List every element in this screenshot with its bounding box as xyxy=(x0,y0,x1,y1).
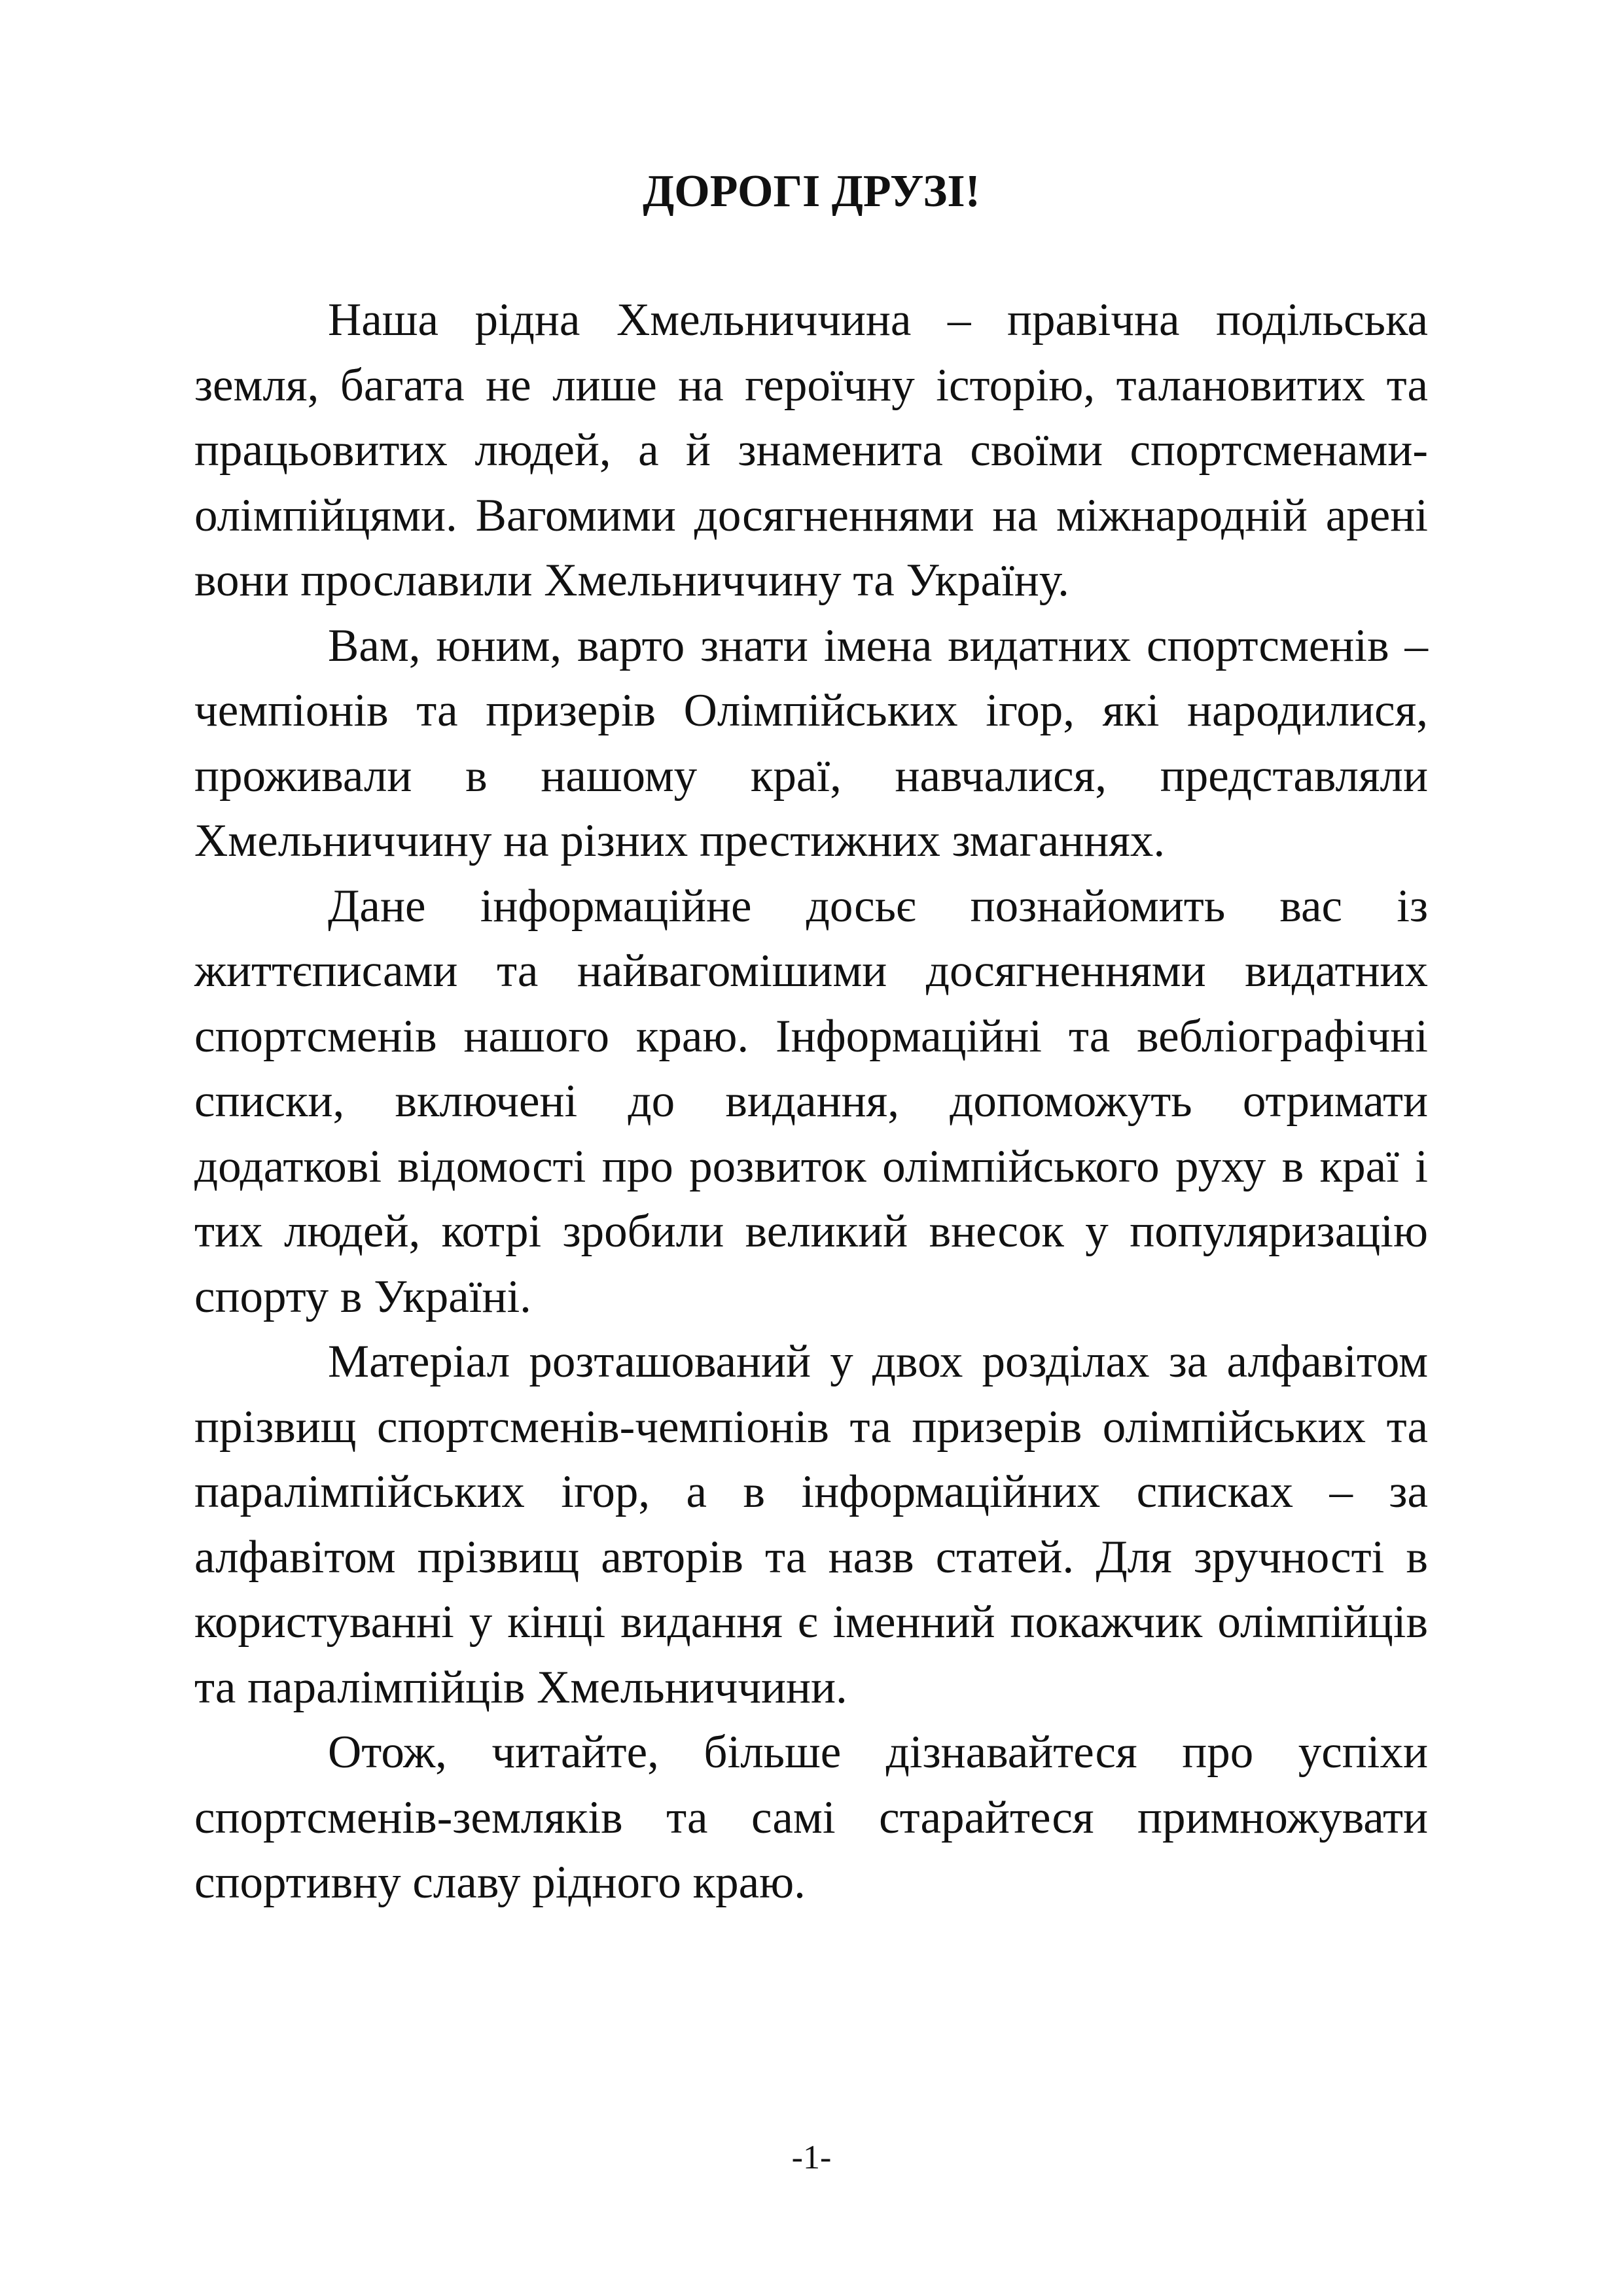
paragraph-dossier: Дане інформаційне досьє познайомить вас із життєписами та найвагомішими досягненнями видатних спортсменів нашого краю. Інформаційні та вебліографічні списки, включені до видання, допоможуть отримати додаткові відомості про розвиток олімпійського руху в краї і тих людей, котрі зробили великий внесок у популяризацію спорту в Україні. xyxy=(194,880,1428,1322)
paragraph-material: Матеріал розташований у двох розділах за алфавітом прізвищ спортсменів-чемпіонів та призерів олімпійських та паралімпійських ігор, а в інформаційних списках – за алфавітом прізвищ авторів та назв статей. Для зручності в користуванні у кінці видання є іменний покажчик олімпійців та паралімпійців Хмельниччини. xyxy=(194,1336,1428,1713)
body-text xyxy=(194,288,1428,1916)
paragraph-closing: Отож, читайте, більше дізнавайтеся про успіхи спортсменів-земляків та самі старайтеся примножувати спортивну славу рідного краю. xyxy=(194,1727,1428,1908)
paragraph-young-readers: Вам, юним, варто знати імена видатних спортсменів – чемпіонів та призерів Олімпійських ігор, які народилися, проживали в нашому краї, навчалися, представляли Хмельниччину на різних престижних змаганнях. xyxy=(194,620,1428,866)
paragraph-intro: Наша рідна Хмельниччина – правічна подільська земля, багата не лише на героїчну історію, талановитих та працьовитих людей, а й знаменита своїми спортсменами-олімпійцями. Вагомими досягненнями на міжнародній арені вони прославили Хмельниччину та Україну. xyxy=(194,294,1428,606)
page-title: ДОРОГІ ДРУЗІ! xyxy=(643,166,980,217)
page-number: -1- xyxy=(791,2139,832,2176)
